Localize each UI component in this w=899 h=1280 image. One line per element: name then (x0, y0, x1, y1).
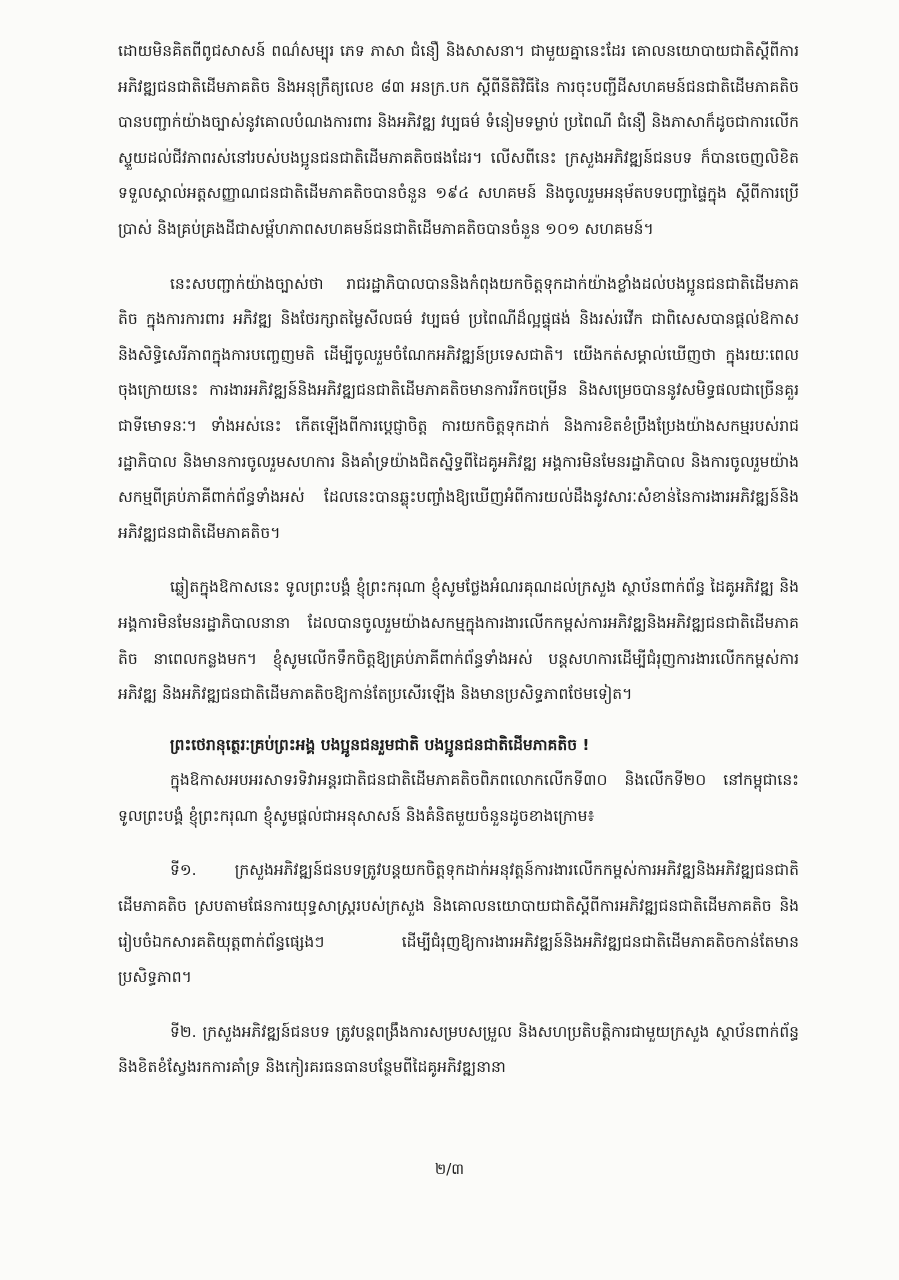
paragraph-thanks: ឆ្លៀតក្នុងឱកាសនេះ ទូលព្រះបង្គំ ខ្ញុំព្រះករុណា ខ្ញុំសូមថ្លែងអំណរគុណដល់ក្រសួង ស្ថាប័នពាក់ព័ន្ធ ដៃគូអភិវឌ្ឍ និងអង្គការមិនមែនរដ្ឋាភិបាលនានា ដែលបានចូលរួមយ៉ាងសកម្មក្នុងការងារលើកកម្ពស់ការអភិវឌ្ឍនិងអភិវឌ្ឍជនជាតិដើមភាគតិច នាពេលកន្លងមក។ ខ្ញុំសូមលើកទឹកចិត្តឱ្យគ្រប់ភាគីពាក់ព័ន្ធទាំងអស់ បន្តសហការដើម្បីជំរុញការងារលើកកម្ពស់ការអភិវឌ្ឍ និងអភិវឌ្ឍជនជាតិដើមភាគតិចឱ្យកាន់តែប្រសើរឡើង និងមានប្រសិទ្ធភាពថែមទៀត។ (118, 578, 799, 704)
paragraph-government-commitment: នេះសបញ្ជាក់យ៉ាងច្បាស់ថា រាជរដ្ឋាភិបាលបាននិងកំពុងយកចិត្តទុកដាក់យ៉ាងខ្លាំងដល់បងប្អូនជនជាតិដើមភាគតិច ក្នុងការការពារ អភិវឌ្ឍ និងថែរក្សាតម្លៃសីលធម៌ វប្បធម៌ ប្រពៃណីដ៏ល្អផ្ទុផង់ និងរស់រវើក ជាពិសេសបានផ្តល់ឱកាស និងសិទ្ធិសេរីភាពក្នុងការបញ្ចេញមតិ ដើម្បីចូលរួមចំណែកអភិវឌ្ឍន៍ប្រទេសជាតិ។ យើងកត់សម្គាល់ឃើញថា ក្នុងរយៈពេលចុងក្រោយនេះ ការងារអភិវឌ្ឍន៍និងអភិវឌ្ឍជនជាតិដើមភាគតិចមានការរីកចម្រើន និងសម្រេចបាននូវសមិទ្ធផលជាច្រើនគួរជាទីមោទនៈ។ ទាំងអស់នេះ កើតឡើងពីការប្តេជ្ញាចិត្ត ការយកចិត្តទុកដាក់ និងការខិតខំប្រឹងប្រែងយ៉ាងសកម្មរបស់រាជរដ្ឋាភិបាល និងមានការចូលរួមសហការ និងគាំទ្រយ៉ាងជិតស្និទ្ធពីដៃគូអភិវឌ្ឍ អង្គការមិនមែនរដ្ឋាភិបាល និងការចូលរួមយ៉ាងសកម្មពីគ្រប់ភាគីពាក់ព័ន្ធទាំងអស់ ដែលនេះបានឆ្លុះបញ្ចាំងឱ្យឃើញអំពីការយល់ដឹងនូវសារៈសំខាន់នៃការងារអភិវឌ្ឍន៍និងអភិវឌ្ឍជនជាតិដើមភាគតិច។ (118, 274, 799, 542)
paragraph-continuation: ដោយមិនគិតពីពូជសាសន៍ ពណ៌សម្បុរ ភេទ ភាសា ជំនឿ និងសាសនា។ ជាមួយគ្នានេះដែរ គោលនយោបាយជាតិស្តីពីការអភិវឌ្ឍជនជាតិដើមភាគតិច និងអនុក្រឹត្យលេខ ៨៣ អនក្រ.បក ស្តីពីនីតិវិធីនៃ ការចុះបញ្ជីដីសហគមន៍ជនជាតិដើមភាគតិច បានបញ្ជាក់យ៉ាងច្បាស់នូវគោលបំណងការពារ និងអភិវឌ្ឍ វប្បធម៌ ទំនៀមទម្លាប់ ប្រពៃណី ជំនឿ និងភាសាក៏ដូចជាការលើកស្ទួយដល់ជីវភាពរស់នៅរបស់បងប្អូនជនជាតិដើមភាគតិចផងដែរ។ លើសពីនេះ ក្រសួងអភិវឌ្ឍន៍ជនបទ ក៏បានចេញលិខិតទទួលស្គាល់អត្តសញ្ញាណជនជាតិដើមភាគតិចបានចំនួន ១៩៤ សហគមន៍ និងចូលរួមអនុម័តបទបញ្ជាផ្ទៃក្នុង ស្តីពីការប្រើប្រាស់ និងគ្រប់គ្រងដីជាសម្ព័ហភាពសហគមន៍ជនជាតិដើមភាគតិចបានចំនួន ១០១ សហគមន៍។ (118, 42, 799, 238)
recommendation-item-2: ទី២. ក្រសួងអភិវឌ្ឍន៍ជនបទ ត្រូវបន្តពង្រឹងការសម្របសម្រួល និងសហប្រតិបត្តិការជាមួយក្រសួង ស្ថាប័នពាក់ព័ន្ធ និងខិតខំស្វែងរកការគាំទ្រ និងកៀរគរធនធានបន្ថែមពីដៃគូអភិវឌ្ឍនានា (118, 1022, 799, 1077)
recommendation-item-1: ទី១. ក្រសួងអភិវឌ្ឍន៍ជនបទត្រូវបន្តយកចិត្តទុកដាក់អនុវត្តន៍ការងារលើកកម្ពស់ការអភិវឌ្ឍនិងអភិវឌ្ឍជនជាតិដើមភាគតិច ស្របតាមផែនការយុទ្ធសាស្រ្តរបស់ក្រសួង និងគោលនយោបាយជាតិស្តីពីការអភិវឌ្ឍជនជាតិដើមភាគតិច និងរៀបចំឯកសារគតិយុត្តពាក់ព័ន្ធផ្សេងៗ ដើម្បីជំរុញឱ្យការងារអភិវឌ្ឍន៍និងអភិវឌ្ឍជនជាតិដើមភាគតិចកាន់តែមានប្រសិទ្ធភាព។ (118, 861, 799, 987)
page-number: ២/៣ (434, 1160, 465, 1178)
salutation-heading: ព្រះថេរានុត្ថេរៈគ្រប់ព្រះអង្គ បងប្អូនជនរួមជាតិ បងប្អូនជនជាតិដើមភាគតិច ! (170, 735, 590, 754)
paragraph-intro-recommendations: ក្នុងឱកាសអបអរសាទរទិវាអន្តរជាតិជនជាតិដើមភាគតិចពិភពលោកលើកទី៣០ និងលើកទី២០ នៅកម្ពុជានេះ ទូលព្រះបង្គំ ខ្ញុំព្រះករុណា ខ្ញុំសូមផ្តល់ជាអនុសាសន៍ និងគំនិតមួយចំនួនដូចខាងក្រោម៖ (118, 771, 799, 825)
